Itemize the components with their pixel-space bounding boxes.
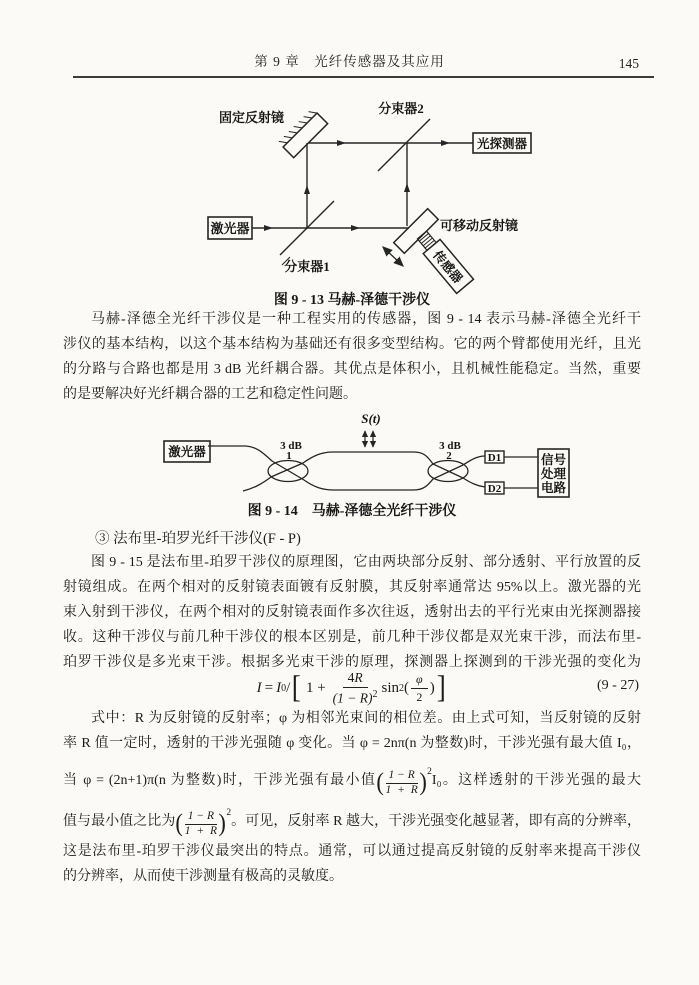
beam-arrow [351, 225, 360, 231]
signal-processor-label: 处理 [540, 467, 567, 481]
text-line: 涉仪的基本结构，以这个基本结构为基础还有很多变型结构。它的两个臂都使用光纤，且光 [63, 337, 641, 352]
coupler-1-db-label: 3 dB [280, 440, 302, 452]
caption-figure-9-13: 图 9 - 13 马赫-泽德干涉仪 [273, 293, 431, 308]
beam-arrow [264, 225, 273, 231]
equation-term: sin [381, 679, 400, 696]
signal-label: S(t) [361, 411, 381, 426]
sensor-label: 传感器 [430, 248, 466, 286]
signal-processor-label: 电路 [540, 481, 567, 495]
inline-fraction: $\frac{1 - R}{1 + R}$ [385, 769, 418, 796]
paragraph-2 [63, 550, 641, 675]
equation-term: / [286, 679, 291, 696]
detector-d2-label: D2 [487, 483, 502, 495]
beam-arrow [404, 183, 410, 192]
chapter-header: 第 9 章 光纤传感器及其应用 [254, 54, 445, 69]
text-line: 值与最小值之比为( $\frac{1 - R}{1 + R}$ )$^2$。可见，反射率 R 越大，干涉光强变化越显著，即有高的分辨率， [63, 807, 642, 837]
beam-splitter-2-label: 分束器2 [378, 101, 424, 116]
coupler-1-number: 1 [286, 450, 292, 462]
figure-9-14 [140, 407, 590, 503]
text-line: 率 R 值一定时，透射的干涉光强随 φ 变化。当 φ = 2nπ(n 为整数)时，干涉光强有最大值 I₀， [63, 736, 641, 751]
beam-arrow [441, 140, 450, 146]
equation-fraction: $\frac{\varphi}{2}$ [411, 672, 428, 705]
equation-term: 1 + [305, 679, 326, 696]
caption-figure-9-14: 图 9 - 14 马赫-泽德全光纤干涉仪 [247, 504, 457, 519]
text-line: 图 9 - 15 是法布里-珀罗干涉仪的原理图，它由两块部分反射、部分透射、平行放置的反 [91, 555, 641, 570]
equation-term: 0 [281, 682, 287, 694]
sensor-assembly [414, 228, 474, 293]
equation-fraction: $\frac{4R}{(1 - R)^2}$ [332, 669, 378, 706]
header-rule [73, 76, 654, 78]
equation-term: I [256, 679, 262, 696]
big-paren: ( [175, 809, 184, 837]
fixed-mirror [278, 108, 327, 157]
equation-term: = [264, 679, 274, 696]
text-line: 收。这种干涉仪与前几种干涉仪的根本区别是，前几种干涉仪都是双光束干涉，而法布里- [63, 630, 641, 645]
text-line: 珀罗干涉仪是多光束干涉。根据多光束干涉的原理，探测器上探测到的干涉光强的变化为 [63, 655, 641, 670]
text-line: 的分辨率，从而使干涉测量有极高的灵敏度。 [63, 868, 343, 884]
fixed-mirror-label: 固定反射镜 [218, 110, 284, 125]
beam-splitter-1-label: 分束器1 [284, 259, 330, 274]
beam-arrow [337, 140, 346, 146]
text-line: 的分路与合路也都是用 3 dB 光纤耦合器。其优点是体积小，且机械性能稳定。当然，重要 [63, 362, 641, 377]
coupler-2-db-label: 3 dB [439, 440, 461, 452]
text-line: 这是法布里-珀罗干涉仪最突出的特点。通常，可以通过提高反射镜的反射率来提高干涉仪 [63, 843, 641, 859]
equation-number: (9 - 27) [597, 678, 639, 693]
paragraph-1 [63, 307, 641, 407]
equation-term: I [276, 679, 282, 696]
equation-term: ( [404, 679, 410, 696]
section-heading: ③ 法布里-珀罗光纤干涉仪(F - P) [95, 531, 301, 547]
figure-9-13 [150, 95, 570, 300]
text-line: 式中：R 为反射镜的反射率；φ 为相邻光束间的相位差。由上式可知，当反射镜的反射 [91, 711, 641, 726]
photodetector-label: 光探测器 [476, 137, 528, 151]
laser-label: 激光器 [210, 221, 250, 236]
text-line: 当 φ = (2n+1)π(n 为整数)时，干涉光强有最小值( $\frac{1 - R}{1 + R}$ )$^2$I₀。这样透射的干涉光强的最大 [63, 767, 641, 796]
page-number: 145 [618, 56, 639, 71]
equation-term: 2 [399, 682, 405, 694]
detector-d1-label: D1 [487, 452, 502, 464]
inline-fraction: $\frac{1 - R}{1 + R}$ [184, 810, 218, 837]
big-paren: ) [419, 769, 427, 796]
text-line: 的是要解决好光纤耦合器的工艺和稳定性问题。 [63, 387, 357, 402]
laser-label: 激光器 [168, 445, 206, 459]
beam-arrow [304, 185, 310, 194]
equation-bracket: [ [292, 668, 302, 704]
big-paren: ( [376, 769, 385, 796]
beam-splitter-2 [378, 119, 430, 171]
text-line: 马赫-泽德全光纤干涉仪是一种工程实用的传感器，图 9 - 14 表示马赫-泽德全光纤干 [91, 312, 641, 327]
signal-processor-label: 信号 [540, 453, 567, 467]
equation-bracket: ] [436, 668, 446, 704]
equation-term: ) [429, 679, 435, 696]
movable-mirror-label: 可移动反射镜 [440, 218, 519, 233]
coupler-2-number: 2 [446, 450, 452, 462]
text-line: 束入射到干涉仪，在两个相对的反射镜表面作多次往返，透射出去的平行光束由光探测器接 [63, 605, 641, 620]
big-paren: ) [218, 809, 226, 837]
text-line: 射镜组成。在两个相对的反射镜表面镀有反射膜，其反射率通常达 95%以上。激光器的光 [63, 580, 641, 595]
paragraph-3 [63, 706, 641, 889]
